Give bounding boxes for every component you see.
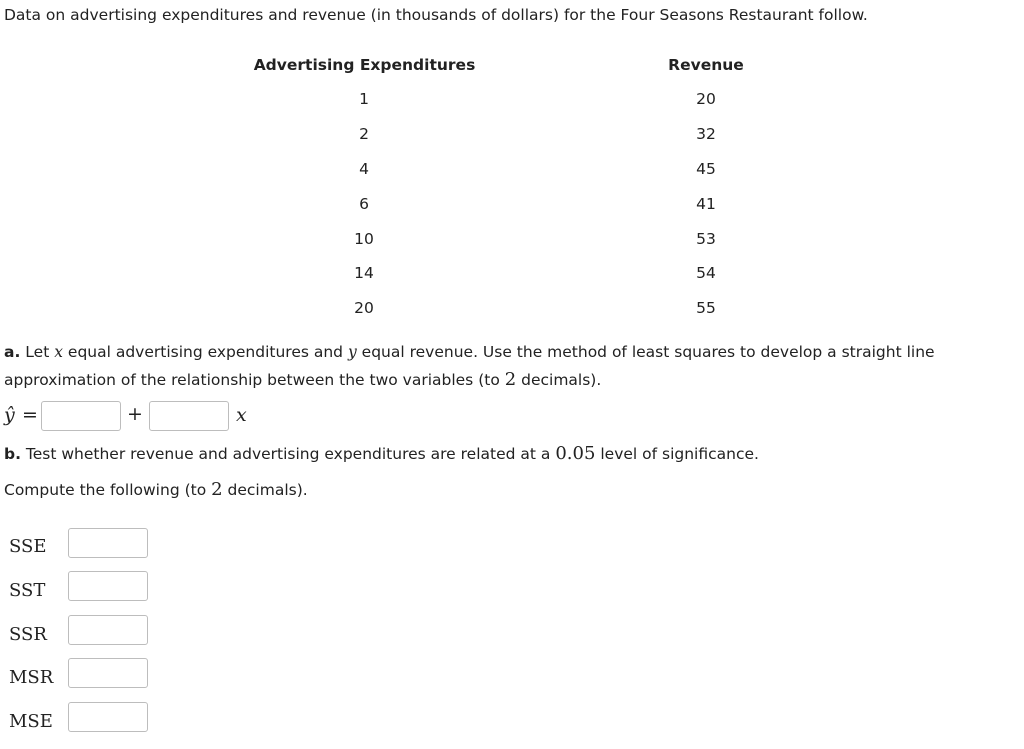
header-revenue: Revenue [668, 56, 744, 74]
decimals-value: 2 [211, 479, 223, 500]
var-x: x [54, 343, 63, 361]
sst-input[interactable] [68, 571, 148, 601]
part-a-label: a. [4, 343, 21, 361]
header-advertising-expenditures: Advertising Expenditures [253, 56, 476, 74]
ssr-input[interactable] [68, 615, 148, 645]
part-b-line-2 [4, 476, 308, 504]
equation-var-x: x [236, 404, 247, 426]
part-a-text: Let [25, 343, 50, 361]
y-value: 41 [696, 195, 716, 213]
plus-sign: + [127, 403, 143, 425]
slope-input[interactable] [149, 401, 229, 431]
x-value: 20 [354, 299, 374, 317]
decimals-value: 2 [504, 369, 517, 390]
intercept-input[interactable] [41, 401, 121, 431]
x-value: 10 [354, 230, 374, 248]
part-b-text: level of significance. [600, 445, 759, 463]
x-value: 6 [359, 195, 369, 213]
y-value: 55 [696, 299, 716, 317]
msr-input[interactable] [68, 658, 148, 688]
y-value: 54 [696, 264, 716, 282]
part-a-text: decimals). [521, 371, 602, 389]
part-b-text: Test whether revenue and advertising expenditures are related at a [25, 445, 551, 463]
alpha-value: 0.05 [555, 443, 596, 464]
x-value: 14 [354, 264, 374, 282]
x-value: 1 [359, 90, 369, 108]
y-value: 45 [696, 160, 716, 178]
msr-label: MSR [9, 667, 54, 688]
compute-text: Compute the following (to [4, 481, 207, 499]
mse-label: MSE [9, 711, 53, 732]
part-a-text: approximation of the relationship between the two variables (to [4, 371, 500, 389]
part-b-line-1 [4, 440, 759, 468]
compute-text: decimals). [227, 481, 308, 499]
y-value: 53 [696, 230, 716, 248]
mse-input[interactable] [68, 702, 148, 732]
part-a-line-2 [4, 366, 601, 394]
y-value: 32 [696, 125, 716, 143]
sst-label: SST [9, 580, 46, 601]
intro-text: Data on advertising expenditures and revenue (in thousands of dollars) for the Four Seasons Restaurant follow. [4, 6, 868, 24]
part-b-label: b. [4, 445, 21, 463]
part-a-text: equal advertising expenditures and [67, 343, 344, 361]
part-a-line-1 [4, 338, 935, 366]
part-a-text: equal revenue. Use the method of least squares to develop a straight line [361, 343, 935, 361]
x-value: 4 [359, 160, 369, 178]
sse-label: SSE [9, 536, 47, 557]
y-hat-symbol: ŷ [4, 404, 15, 426]
y-value: 20 [696, 90, 716, 108]
ssr-label: SSR [9, 624, 47, 645]
var-y: y [347, 343, 357, 361]
equals-sign: = [22, 404, 38, 426]
sse-input[interactable] [68, 528, 148, 558]
x-value: 2 [359, 125, 369, 143]
